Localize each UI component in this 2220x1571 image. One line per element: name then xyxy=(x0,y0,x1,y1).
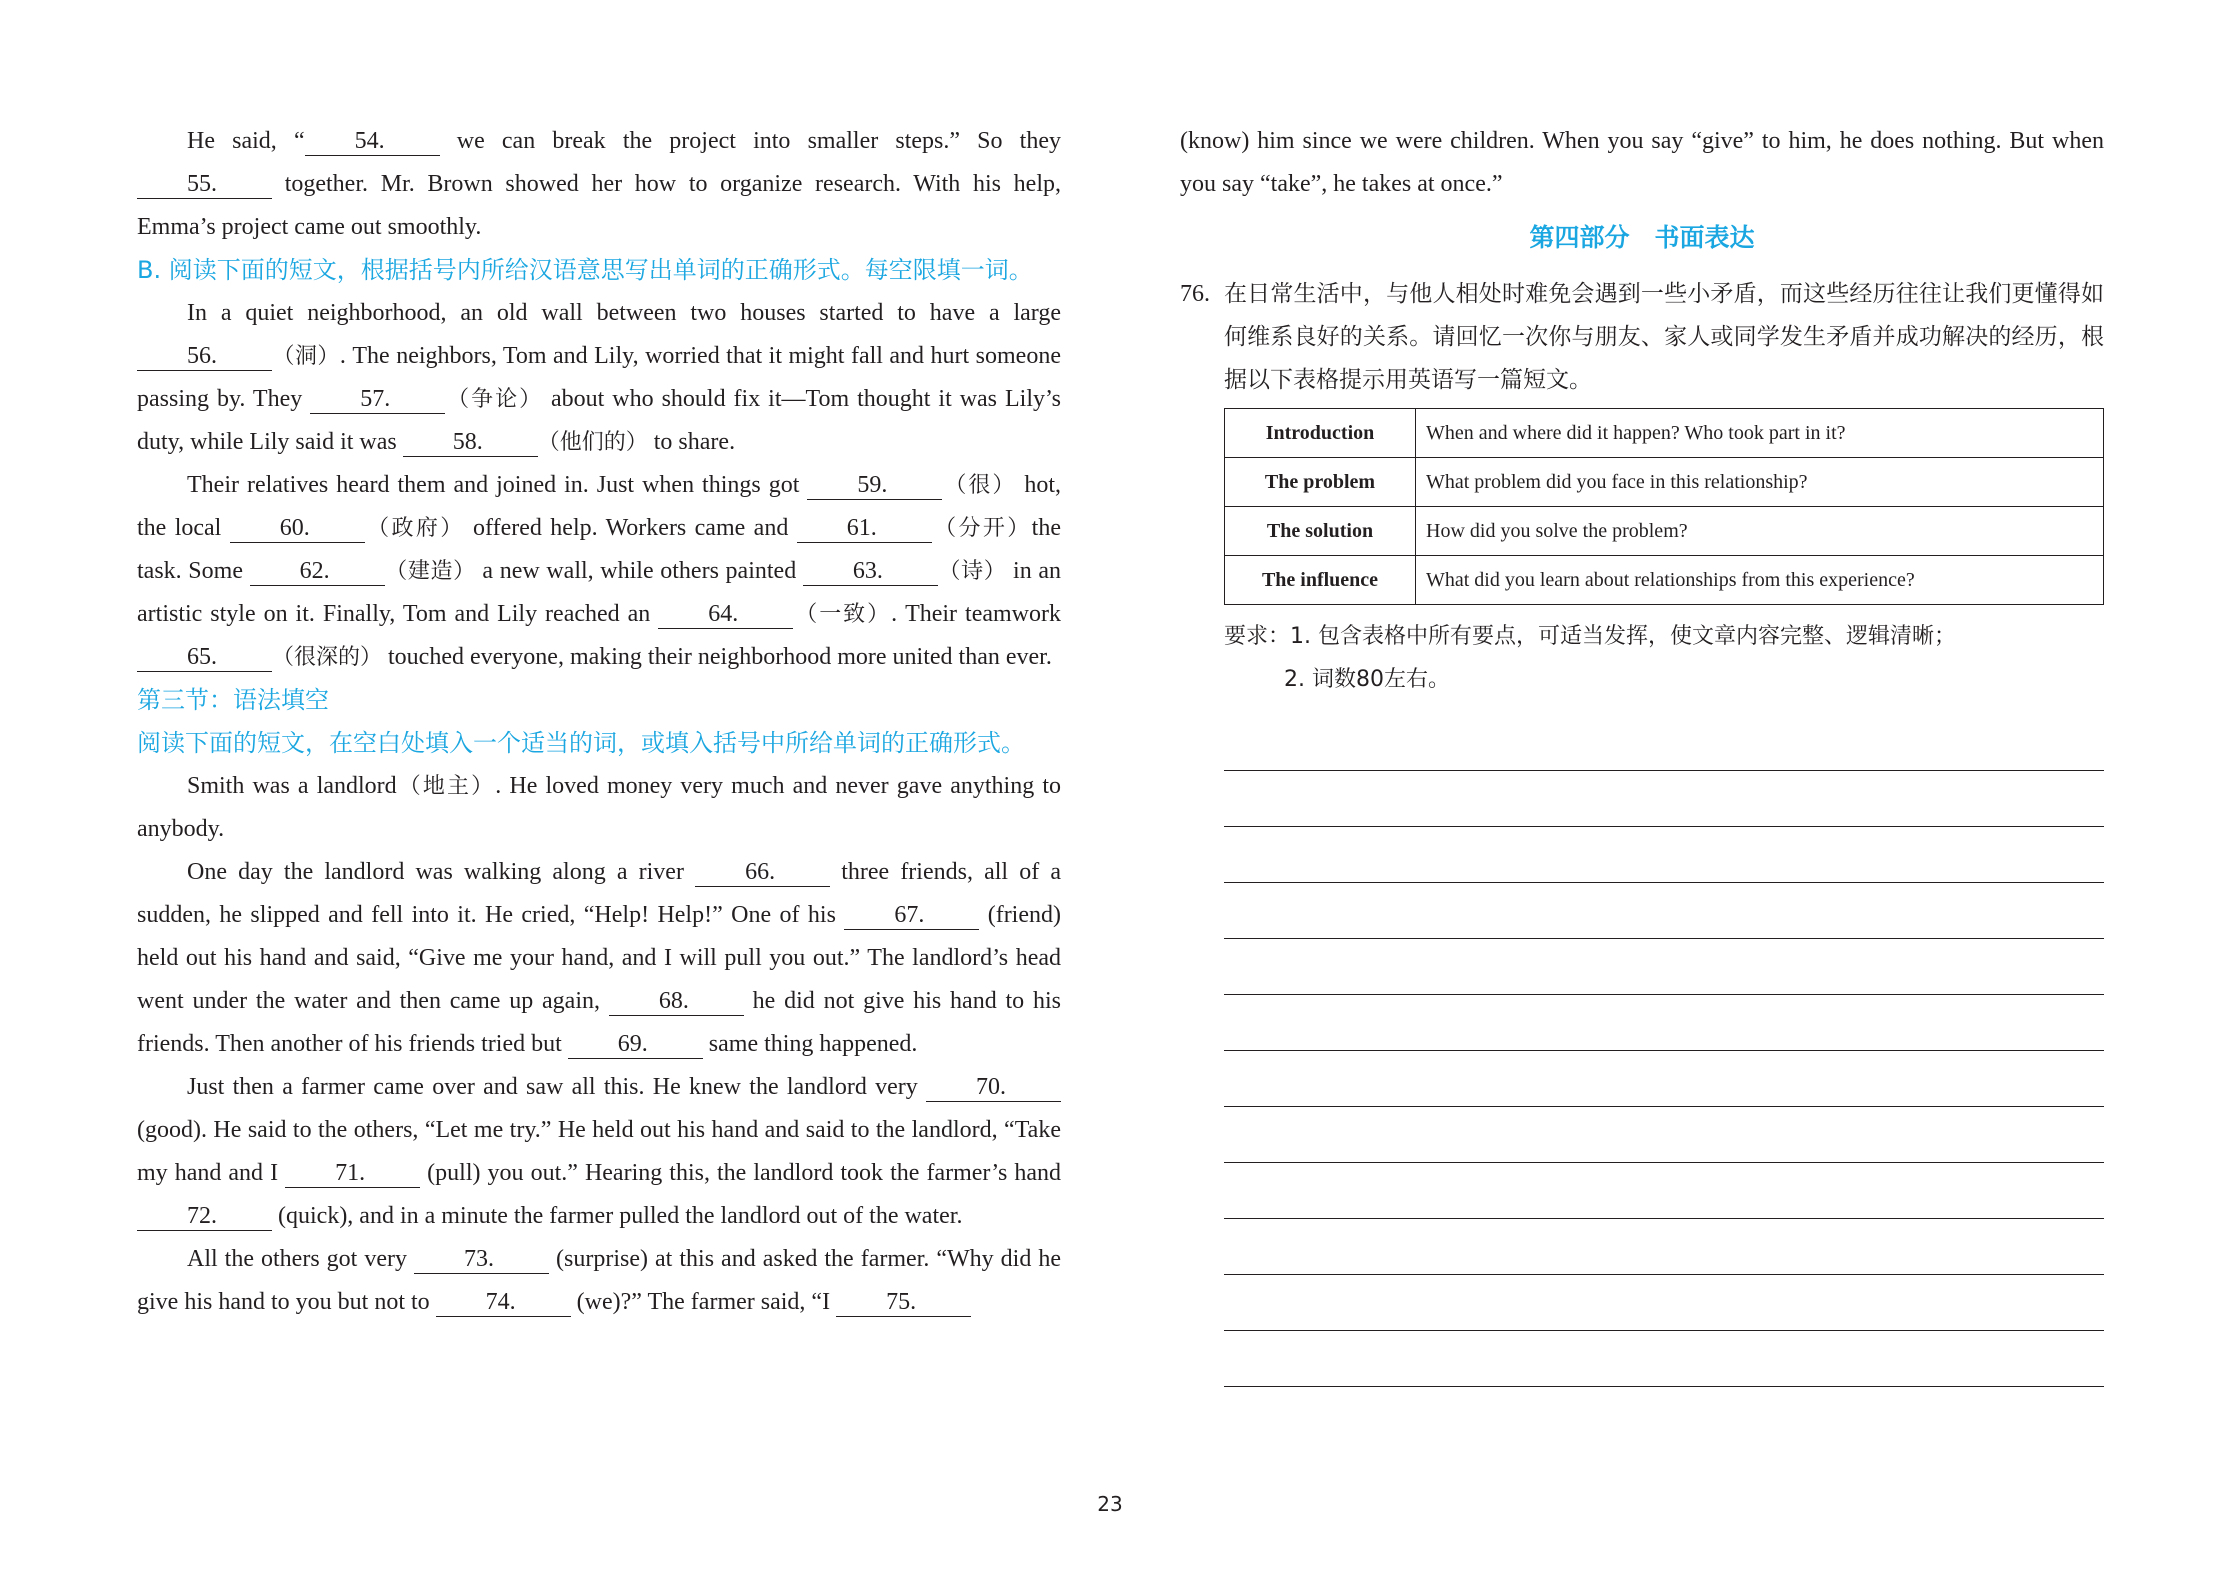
text: hot, the local xyxy=(137,472,1061,541)
writing-line[interactable] xyxy=(1224,994,2104,995)
question-number: 76. xyxy=(1180,281,1210,307)
hint-56: （洞） xyxy=(272,344,340,369)
blank-75[interactable]: 75. xyxy=(836,1288,971,1317)
hint-63: （诗） xyxy=(937,559,1007,584)
row-key: The problem xyxy=(1225,458,1416,507)
question-76 xyxy=(1180,273,2104,402)
outline-table xyxy=(1224,408,2104,605)
blank-73[interactable]: 73. xyxy=(414,1245,549,1274)
blank-74[interactable]: 74. xyxy=(436,1288,571,1317)
right-column xyxy=(1180,120,2104,701)
page-number: 23 xyxy=(1097,1492,1123,1516)
blank-54[interactable]: 54. xyxy=(305,127,440,156)
text: same thing happened. xyxy=(702,1031,918,1057)
hint-58: （他们的） xyxy=(537,430,648,455)
blank-65[interactable]: 65. xyxy=(137,643,272,672)
text: . He loved money very much and never gave anything to anybody. xyxy=(137,773,1061,842)
text: In a quiet neighborhood, an old wall between two houses started to have a large xyxy=(187,300,1061,326)
hint-57: （争论） xyxy=(445,387,544,412)
paragraph-70-72 xyxy=(137,1066,1061,1238)
paragraph-59-65 xyxy=(137,464,1061,679)
table-row xyxy=(1225,507,2104,556)
writing-line[interactable] xyxy=(1224,826,2104,827)
requirement-2: 2. 词数80左右。 xyxy=(1284,667,1450,692)
blank-56[interactable]: 56. xyxy=(137,342,272,371)
blank-72[interactable]: 72. xyxy=(137,1202,272,1231)
blank-70[interactable]: 70. xyxy=(926,1073,1061,1102)
hint-60: （政府） xyxy=(364,516,465,541)
text: three friends, all of a sudden, he slipped and fell into it. He cried, “Help! Help!” One of his xyxy=(137,859,1061,928)
blank-59[interactable]: 59. xyxy=(807,471,942,500)
text: He said, “ xyxy=(187,128,305,154)
text: in an artistic style on it. Finally, Tom and Lily reached an xyxy=(137,558,1061,627)
text: Their relatives heard them and joined in. Just when things got xyxy=(187,472,808,498)
blank-69[interactable]: 69. xyxy=(568,1030,703,1059)
text: (friend) held out his hand and said, “Give me your hand, and I will pull you out.” The landlord’s head went under the water and then came up again, xyxy=(137,902,1061,1014)
text: to share. xyxy=(647,429,736,455)
text: (quick), and in a minute the farmer pulled the landlord out of the water. xyxy=(272,1203,963,1229)
writing-line[interactable] xyxy=(1224,938,2104,939)
paragraph-54-55 xyxy=(137,120,1061,249)
blank-58[interactable]: 58. xyxy=(403,428,538,457)
blank-67[interactable]: 67. xyxy=(844,901,979,930)
hint-64: （一致） xyxy=(793,602,892,627)
writing-line[interactable] xyxy=(1224,1386,2104,1387)
text: (pull) you out.” Hearing this, the landlord took the farmer’s hand xyxy=(420,1160,1062,1186)
hint-65: （很深的） xyxy=(272,645,383,670)
row-key: The solution xyxy=(1225,507,1416,556)
row-value: How did you solve the problem? xyxy=(1416,507,2104,556)
passage-continuation: (know) him since we were children. When you say “give” to him, he does nothing. But when you say “take”, he takes at once.” xyxy=(1180,128,2104,197)
blank-55[interactable]: 55. xyxy=(137,170,272,199)
row-key: The influence xyxy=(1225,556,1416,605)
text: a new wall, while others painted xyxy=(475,558,803,584)
writing-line[interactable] xyxy=(1224,1274,2104,1275)
text: the task. Some xyxy=(137,515,1061,584)
hint-62: （建造） xyxy=(384,559,476,584)
row-value: When and where did it happen? Who took part in it? xyxy=(1416,409,2104,458)
question-prompt: 在日常生活中，与他人相处时难免会遇到一些小矛盾，而这些经历往往让我们更懂得如何维系良好的关系。请回忆一次你与朋友、家人或同学发生矛盾并成功解决的经历，根据以下表格提示用英语写一篇短文。 xyxy=(1224,281,2104,393)
section-3-instruction: 阅读下面的短文，在空白处填入一个适当的词，或填入括号中所给单词的正确形式。 xyxy=(137,729,1025,757)
row-key: Introduction xyxy=(1225,409,1416,458)
hint-landlord: （地主） xyxy=(396,774,496,799)
section-3-title: 第三节：语法填空 xyxy=(137,686,329,714)
part-4-title: 第四部分 书面表达 xyxy=(1529,223,1755,252)
paragraph-56-58 xyxy=(137,292,1061,464)
text: (good). He said to the others, “Let me try.” He held out his hand and said to the landlord, “Take my hand and I xyxy=(137,1117,1061,1186)
row-value: What did you learn about relationships from this experience? xyxy=(1416,556,2104,605)
requirement-1: 要求：1. 包含表格中所有要点，可适当发挥，使文章内容完整、逻辑清晰； xyxy=(1224,624,1956,649)
text: we can break the project into smaller steps.” So they xyxy=(439,128,1061,154)
hint-61: （分开） xyxy=(931,516,1032,541)
writing-line[interactable] xyxy=(1224,882,2104,883)
text: he did not give his hand to his friends. Then another of his friends tried but xyxy=(137,988,1061,1057)
writing-line[interactable] xyxy=(1224,1050,2104,1051)
blank-64[interactable]: 64. xyxy=(658,600,793,629)
blank-71[interactable]: 71. xyxy=(285,1159,420,1188)
hint-59: （很） xyxy=(942,473,1017,498)
paragraph-intro xyxy=(137,765,1061,851)
row-value: What problem did you face in this relationship? xyxy=(1416,458,2104,507)
text: . Their teamwork xyxy=(891,601,1061,627)
blank-63[interactable]: 63. xyxy=(803,557,938,586)
blank-66[interactable]: 66. xyxy=(695,858,830,887)
writing-line[interactable] xyxy=(1224,1162,2104,1163)
table-row xyxy=(1225,458,2104,507)
table-row xyxy=(1225,409,2104,458)
part-b-instruction: B. 阅读下面的短文，根据括号内所给汉语意思写出单词的正确形式。每空限填一词。 xyxy=(137,256,1033,284)
text: offered help. Workers came and xyxy=(464,515,797,541)
text: . The neighbors, Tom and Lily, worried that it might fall and hurt someone passing by. They xyxy=(137,343,1061,412)
paragraph-73-75 xyxy=(137,1238,1061,1324)
blank-61[interactable]: 61. xyxy=(797,514,932,543)
left-column xyxy=(137,120,1061,1324)
writing-line[interactable] xyxy=(1224,1106,2104,1107)
writing-line[interactable] xyxy=(1224,1218,2104,1219)
text: (we)?” The farmer said, “I xyxy=(570,1289,837,1315)
writing-line[interactable] xyxy=(1224,1330,2104,1331)
paragraph-66-69 xyxy=(137,851,1061,1066)
table-row xyxy=(1225,556,2104,605)
text: together. Mr. Brown showed her how to organize research. With his help, Emma’s project came out smoothly. xyxy=(137,171,1061,240)
blank-62[interactable]: 62. xyxy=(250,557,385,586)
writing-line[interactable] xyxy=(1224,770,2104,771)
text: Just then a farmer came over and saw all this. He knew the landlord very xyxy=(187,1074,926,1100)
text: touched everyone, making their neighborhood more united than ever. xyxy=(382,644,1052,670)
blank-57[interactable]: 57. xyxy=(310,385,445,414)
text: (surprise) at this and asked the farmer. “Why did he give his hand to you but not to xyxy=(137,1246,1061,1315)
text: about who should fix it—Tom thought it was Lily’s duty, while Lily said it was xyxy=(137,386,1061,455)
text: All the others got very xyxy=(187,1246,415,1272)
text: Smith was a landlord xyxy=(187,773,397,799)
blank-68[interactable]: 68. xyxy=(609,987,744,1016)
text: One day the landlord was walking along a river xyxy=(187,859,696,885)
blank-60[interactable]: 60. xyxy=(230,514,365,543)
